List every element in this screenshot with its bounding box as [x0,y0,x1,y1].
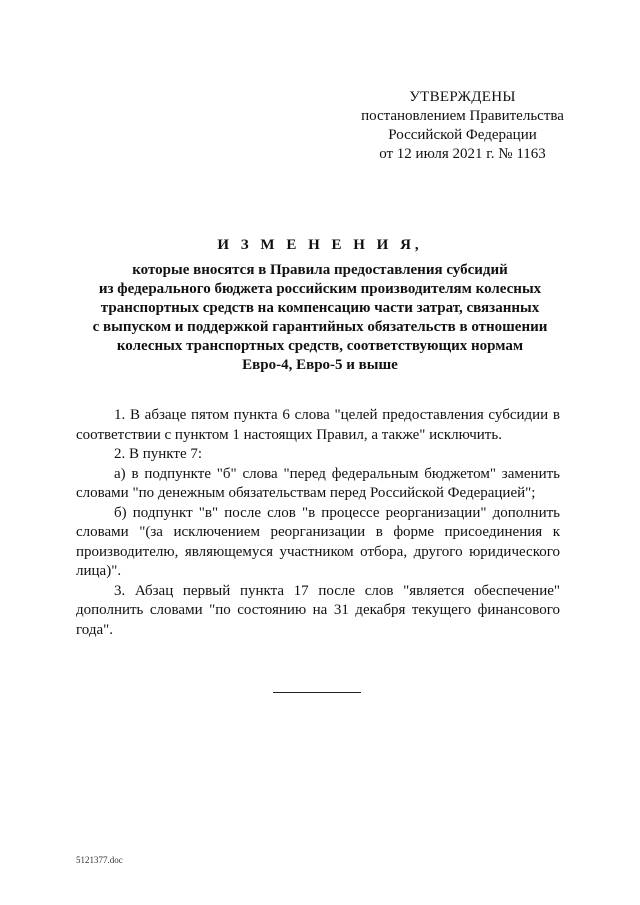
paragraph-2: 2. В пункте 7: [114,446,203,462]
approval-line-date-number: от 12 июля 2021 г. № 1163 [379,146,546,162]
title-line: из федерального бюджета российским производителям колесных [98,281,542,297]
approval-line-resolution: постановлением Правительства [361,108,564,124]
title-line: транспортных средств на компенсацию части затрат, связанных [100,300,540,316]
document-title [60,236,580,375]
title-line: колесных транспортных средств, соответствующих нормам [116,338,524,354]
approval-block [330,88,595,164]
document-body [76,406,560,640]
title-line: с выпуском и поддержкой гарантийных обязательств в отношении [92,319,548,335]
paragraph-2a: а) в подпункте "б" слова "перед федеральным бюджетом" заменить словами "по денежным обязательствам перед Российской Федерацией"; [76,465,560,501]
approval-line-government: Российской Федерации [388,127,537,143]
footer-doc-id: 5121377.doc [76,855,123,865]
paragraph-1: 1. В абзаце пятом пункта 6 слова "целей предоставления субсидии в соответствии с пунктом 1 настоящих Правил, а также" исключить. [76,407,560,443]
title-line: которые вносятся в Правила предоставления субсидий [132,262,508,278]
title-line: Евро-4, Евро-5 и выше [242,357,398,373]
approval-heading: УТВЕРЖДЕНЫ [409,89,516,105]
paragraph-2b: б) подпункт "в" после слов "в процессе реорганизации" дополнить словами "(за исключением реорганизации в форме присоединения к производителю, являющемуся участником отбора, другого юридического лица)". [76,504,560,579]
closing-separator-line [273,692,361,693]
title-main: И З М Е Н Е Н И Я, [217,237,423,253]
paragraph-3: 3. Абзац первый пункта 17 после слов "является обеспечение" дополнить словами "по состоянию на 31 декабря текущего финансового года". [76,582,560,638]
